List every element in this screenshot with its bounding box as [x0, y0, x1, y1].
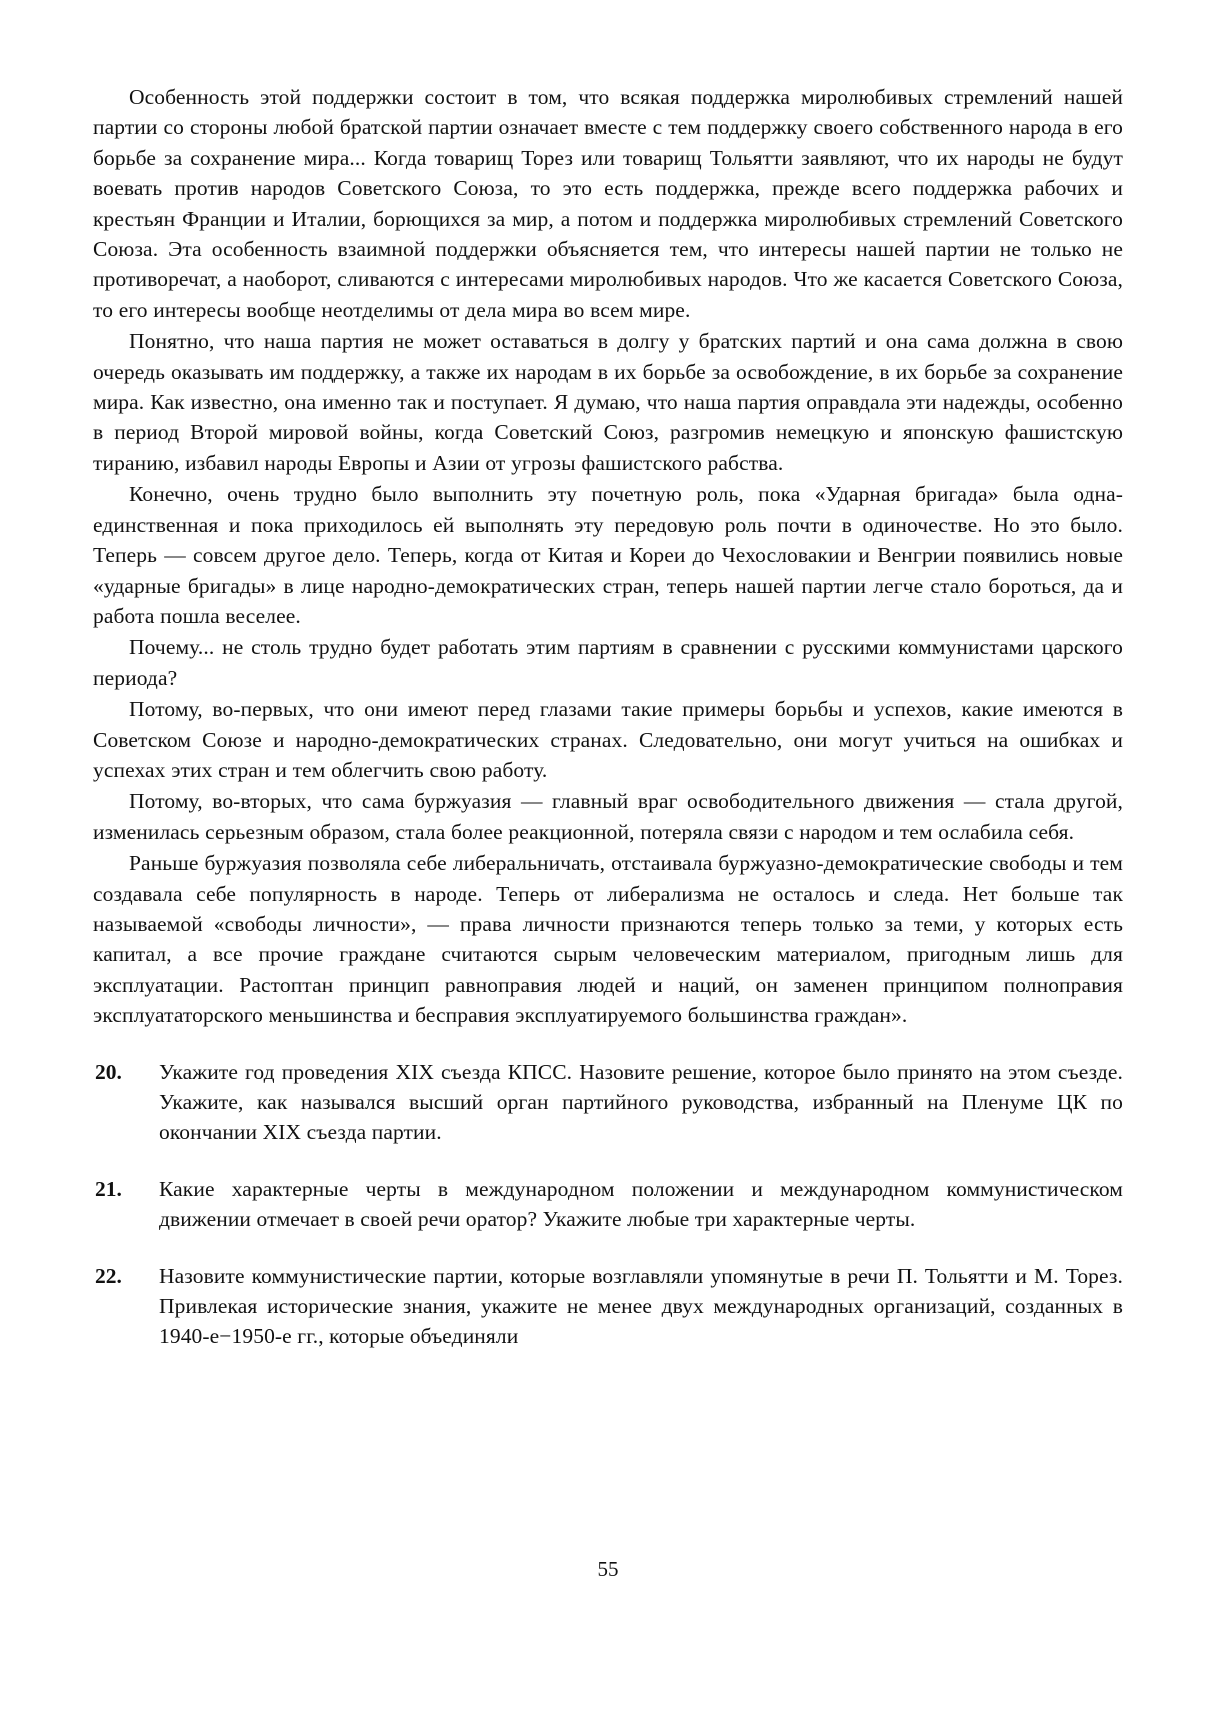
questions-list: [93, 1057, 1123, 1352]
question-text: Какие характерные черты в международном положении и международном коммунистическом движении отмечает в своей речи оратор? Укажите любые три характерные черты.: [159, 1176, 1123, 1232]
question-item: [93, 1057, 1123, 1148]
body-paragraph: Понятно, что наша партия не может оставаться в долгу у братских партий и она сама должна в свою очередь оказывать им поддержку, а также их народам в их борьбе за освобождение, в их борьбе за сохранение мира. Как известно, она именно так и поступает. Я думаю, что наша партия оправдала эти надежды, особенно в период Второй мировой войны, когда Советский Союз, разгромив немецкую и японскую фашистскую тиранию, избавил народы Европы и Азии от угрозы фашистского рабства.: [93, 329, 1123, 475]
question-number: 21.: [95, 1176, 122, 1201]
question-number: 22.: [95, 1263, 122, 1288]
question-item: [93, 1261, 1123, 1352]
page-number: 55: [597, 1557, 619, 1581]
body-paragraph: Потому, во-первых, что они имеют перед глазами такие примеры борьбы и успехов, какие имеются в Советском Союзе и народно-демократических странах. Следовательно, они могут учиться на ошибках и успехах этих стран и тем облегчить свою работу.: [93, 697, 1123, 782]
body-paragraph: Особенность этой поддержки состоит в том, что всякая поддержка миролюбивых стремлений нашей партии со стороны любой братской партии означает вместе с тем поддержку своего собственного народа в его борьбе за сохранение мира... Когда товарищ Торез или товарищ Тольятти заявляют, что их народы не будут воевать против народов Советского Союза, то это есть поддержка, прежде всего поддержка рабочих и крестьян Франции и Италии, борющихся за мир, а потом и поддержка миролюбивых стремлений Советского Союза. Эта особенность взаимной поддержки объясняется тем, что интересы нашей партии не только не противоречат, а наоборот, сливаются с интересами миролюбивых народов. Что же касается Советского Союза, то его интересы вообще неотделимы от дела мира во всем мире.: [93, 85, 1123, 322]
question-number: 20.: [95, 1059, 122, 1084]
page-content: [93, 82, 1123, 1378]
body-paragraph: Конечно, очень трудно было выполнить эту почетную роль, пока «Ударная бригада» была одна-единственная и пока приходилось ей выполнять эту передовую роль почти в одиночестве. Но это было. Теперь — совсем другое дело. Теперь, когда от Китая и Кореи до Чехословакии и Венгрии появились новые «ударные бригады» в лице народно-демократических стран, теперь нашей партии легче стало бороться, да и работа пошла веселее.: [93, 482, 1123, 628]
body-paragraph: Раньше буржуазия позволяла себе либеральничать, отстаивала буржуазно-демократические свободы и тем создавала себе популярность в народе. Теперь от либерализма не осталось и следа. Нет больше так называемой «свободы личности», — права личности признаются теперь только за теми, у которых есть капитал, а все прочие граждане считаются сырым человеческим материалом, пригодным лишь для эксплуатации. Растоптан принцип равноправия людей и наций, он заменен принципом полноправия эксплуататорского меньшинства и бесправия эксплуатируемого большинства граждан».: [93, 851, 1123, 1028]
question-item: [93, 1174, 1123, 1235]
body-paragraph: Потому, во-вторых, что сама буржуазия — главный враг освободительного движения — стала другой, изменилась серьезным образом, стала более реакционной, потеряла связи с народом и тем ослабила себя.: [93, 789, 1123, 844]
question-text: Назовите коммунистические партии, которые возглавляли упомянутые в речи П. Тольятти и М. Торез. Привлекая исторические знания, укажите не менее двух международных организаций, созданных в 1940-е−1950-е гг., которые объединяли: [159, 1263, 1123, 1349]
question-text: Укажите год проведения XIX съезда КПСС. Назовите решение, которое было принято на этом съезде. Укажите, как назывался высший орган партийного руководства, избранный на Пленуме ЦК по окончании XIX съезда партии.: [159, 1059, 1123, 1145]
body-paragraph: Почему... не столь трудно будет работать этим партиям в сравнении с русскими коммунистами царского периода?: [93, 635, 1123, 690]
